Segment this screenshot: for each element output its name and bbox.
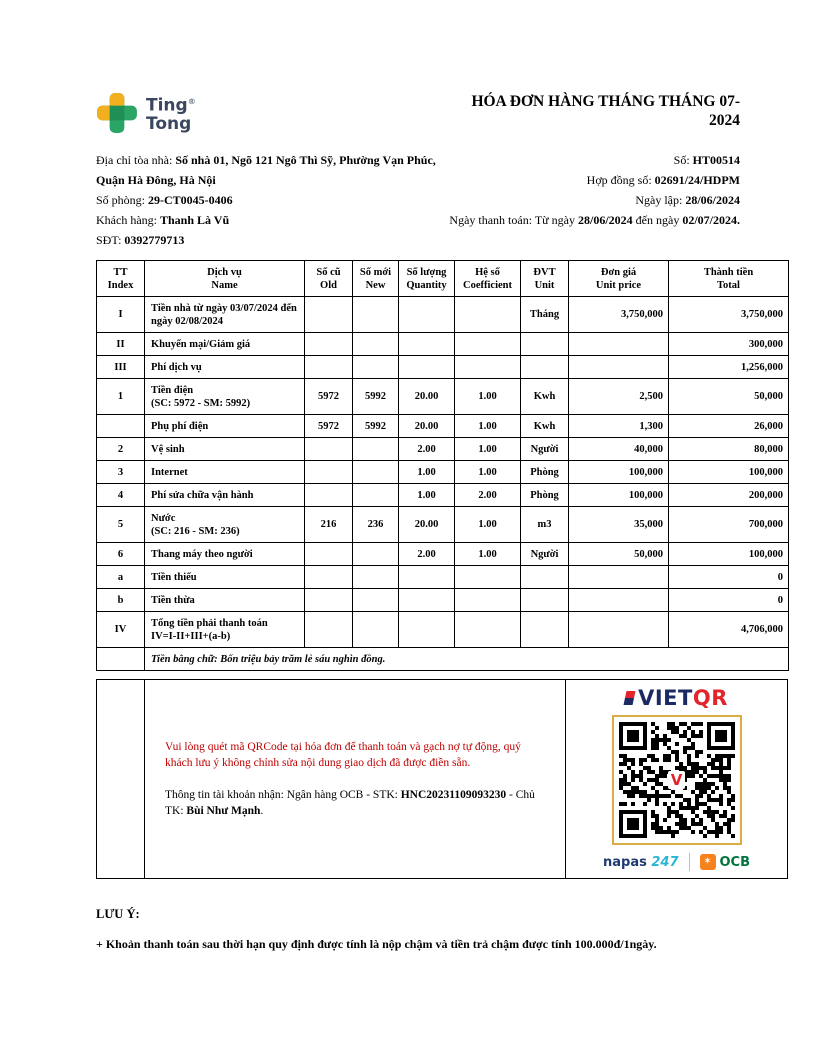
table-cell (521, 356, 569, 379)
table-row (97, 507, 789, 543)
table-cell: Phí sửa chữa vận hành (145, 484, 305, 507)
table-cell: 2.00 (399, 543, 455, 566)
payment-logos (603, 853, 750, 871)
table-row (97, 379, 789, 415)
table-cell: 40,000 (569, 438, 669, 461)
table-cell (305, 566, 353, 589)
text-segment: Số phòng: (96, 193, 149, 207)
table-cell: Phòng (521, 461, 569, 484)
table-cell: 80,000 (669, 438, 789, 461)
table-cell (353, 484, 399, 507)
table-cell: 3 (97, 461, 145, 484)
header (96, 92, 788, 134)
brand-name (146, 93, 196, 133)
table-cell: 2.00 (399, 438, 455, 461)
table-cell (353, 589, 399, 612)
table-cell: 100,000 (569, 484, 669, 507)
table-cell: 5 (97, 507, 145, 543)
table-cell: 1.00 (455, 461, 521, 484)
table-cell: m3 (521, 507, 569, 543)
table-cell: Tháng (521, 297, 569, 333)
text-segment: Số: (673, 153, 693, 167)
table-cell (97, 415, 145, 438)
table-cell (569, 356, 669, 379)
table-cell: Tiền điện (SC: 5972 - SM: 5992) (145, 379, 305, 415)
table-cell (399, 356, 455, 379)
table-cell: 20.00 (399, 507, 455, 543)
table-cell: 20.00 (399, 415, 455, 438)
table-cell (305, 297, 353, 333)
invoice-table (96, 260, 789, 671)
table-cell: 0 (669, 566, 789, 589)
account-info-line (165, 787, 539, 819)
table-cell: Phí dịch vụ (145, 356, 305, 379)
table-cell: 5972 (305, 415, 353, 438)
table-cell: Nước (SC: 216 - SM: 236) (145, 507, 305, 543)
qr-instruction-text: Vui lòng quét mã QRCode tại hóa đơn để thanh toán và gạch nợ tự động, quý khách lưu ý không chỉnh sửa nội dung giao dịch đã được điền sẵn. (165, 741, 521, 769)
column-header: Hệ số Coefficient (455, 261, 521, 297)
table-cell: 26,000 (669, 415, 789, 438)
table-cell: 100,000 (669, 543, 789, 566)
table-cell: 236 (353, 507, 399, 543)
qr-panel-left-spacer (97, 680, 145, 878)
text-segment: Ngày thanh toán: Từ ngày (449, 213, 578, 227)
table-cell: Vệ sinh (145, 438, 305, 461)
brand-line-1 (146, 93, 196, 115)
column-header: Dịch vụ Name (145, 261, 305, 297)
column-header: Thành tiền Total (669, 261, 789, 297)
table-cell (455, 356, 521, 379)
table-cell (305, 356, 353, 379)
table-cell (455, 566, 521, 589)
table-cell: 1.00 (455, 507, 521, 543)
table-cell: Khuyến mại/Giảm giá (145, 333, 305, 356)
table-row (97, 612, 789, 648)
meta-line (441, 210, 740, 230)
table-cell (353, 333, 399, 356)
table-cell: 3,750,000 (669, 297, 789, 333)
table-cell (569, 589, 669, 612)
table-cell (569, 612, 669, 648)
table-cell (399, 589, 455, 612)
text-segment: Bốn triệu bảy trăm lẻ sáu nghìn đồng. (220, 653, 386, 665)
table-cell: 4,706,000 (669, 612, 789, 648)
text-segment: . (260, 805, 264, 817)
table-cell (305, 543, 353, 566)
meta-line (441, 190, 740, 210)
text-segment: 29-CT0045-0406 (148, 193, 233, 207)
table-cell: 2,500 (569, 379, 669, 415)
text-segment: Thông tin tài khoản nhận: Ngân hàng OCB - STK: (165, 789, 401, 801)
table-cell: 1.00 (455, 438, 521, 461)
column-header: ĐVT Unit (521, 261, 569, 297)
vietqr-flag-icon (624, 691, 636, 705)
table-cell (521, 333, 569, 356)
table-cell (399, 297, 455, 333)
table-cell (353, 461, 399, 484)
table-row (97, 297, 789, 333)
meta-line (96, 150, 441, 190)
table-cell: 2.00 (455, 484, 521, 507)
table-cell: Người (521, 543, 569, 566)
table-cell: 1,300 (569, 415, 669, 438)
table-cell (455, 612, 521, 648)
table-cell (399, 566, 455, 589)
table-cell: Tiền nhà từ ngày 03/07/2024 đến ngày 02/08/2024 (145, 297, 305, 333)
column-header: Đơn giá Unit price (569, 261, 669, 297)
text-segment: - Chủ TK: (165, 789, 535, 817)
table-cell (521, 566, 569, 589)
ocb-text: OCB (719, 854, 751, 870)
vietqr-viet-text: VIET (638, 686, 693, 710)
ocb-logo (700, 854, 751, 870)
meta-section (96, 150, 788, 250)
qr-panel (96, 679, 788, 879)
table-cell: 3,750,000 (569, 297, 669, 333)
text-segment: HT00514 (692, 153, 740, 167)
table-cell (353, 438, 399, 461)
brand-bottom-text: Tong (146, 113, 192, 134)
vietqr-qr-text: QR (692, 686, 728, 710)
text-segment: Bùi Như Mạnh (186, 805, 261, 817)
text-segment: 02691/24/HDPM (654, 173, 740, 187)
table-cell (353, 543, 399, 566)
qr-panel-message (145, 680, 565, 878)
meta-right (441, 150, 788, 250)
table-cell: 50,000 (569, 543, 669, 566)
table-cell: II (97, 333, 145, 356)
table-cell: 4 (97, 484, 145, 507)
table-cell (569, 566, 669, 589)
table-cell (305, 612, 353, 648)
text-segment: SĐT: (96, 233, 125, 247)
table-row (97, 543, 789, 566)
table-cell: b (97, 589, 145, 612)
notes-heading: LƯU Ý: (96, 907, 140, 921)
qr-panel-right (565, 680, 787, 878)
brand-top-text: Ting (146, 95, 188, 116)
text-segment: 02/07/2024. (682, 213, 740, 227)
meta-line (441, 170, 740, 190)
table-cell (305, 333, 353, 356)
table-cell: IV (97, 612, 145, 648)
vietqr-logo (625, 687, 728, 709)
registered-mark: ® (187, 97, 196, 107)
table-row (97, 356, 789, 379)
table-cell: 200,000 (669, 484, 789, 507)
table-cell: Kwh (521, 415, 569, 438)
vietqr-center-mark-icon: V (614, 717, 740, 843)
table-header-row (97, 261, 789, 297)
table-cell (353, 566, 399, 589)
table-row (97, 484, 789, 507)
table-cell: 1.00 (399, 461, 455, 484)
table-cell: 1.00 (455, 415, 521, 438)
table-cell: Phòng (521, 484, 569, 507)
meta-line (441, 150, 740, 170)
late-payment-note: + Khoản thanh toán sau thời hạn quy định được tính là nộp chậm và tiền trả chậm được tính 100.000đ/1ngày. (96, 937, 657, 951)
table-cell (455, 333, 521, 356)
table-cell (353, 612, 399, 648)
table-cell: Tổng tiền phải thanh toán IV=I-II+III+(a-b) (145, 612, 305, 648)
table-cell: I (97, 297, 145, 333)
table-row (97, 415, 789, 438)
table-row (97, 333, 789, 356)
table-cell (305, 461, 353, 484)
table-cell (305, 438, 353, 461)
text-segment: 0392779713 (124, 233, 185, 247)
brand-line-2 (146, 115, 196, 133)
ocb-icon: ✶ (700, 854, 716, 870)
table-row (97, 438, 789, 461)
table-cell: 1 (97, 379, 145, 415)
table-cell (97, 648, 145, 671)
notes-section (96, 907, 788, 952)
text-segment: HNC20231109093230 (400, 789, 507, 801)
table-cell: 5972 (305, 379, 353, 415)
table-cell: 0 (669, 589, 789, 612)
table-cell: Phụ phí điện (145, 415, 305, 438)
column-header: TT Index (97, 261, 145, 297)
table-cell: 1,256,000 (669, 356, 789, 379)
text-segment: Khách hàng: (96, 213, 160, 227)
table-cell: 50,000 (669, 379, 789, 415)
text-segment: Số nhà 01, Ngõ 121 Ngô Thì Sỹ, Phường Vạn Phúc, Quận Hà Đông, Hà Nội (96, 153, 436, 187)
tingtong-logo-icon (96, 92, 138, 134)
table-cell (305, 589, 353, 612)
napas-247-text: 247 (651, 854, 679, 870)
table-cell: 700,000 (669, 507, 789, 543)
text-segment: 28/06/2024 (685, 193, 740, 207)
text-segment: Thanh Là Vũ (159, 213, 230, 227)
meta-left (96, 150, 441, 250)
meta-line (96, 230, 441, 250)
column-header: Số lượng Quantity (399, 261, 455, 297)
table-cell: Kwh (521, 379, 569, 415)
amount-in-words-row (97, 648, 789, 671)
amount-in-words-cell (145, 648, 789, 671)
table-cell: 100,000 (669, 461, 789, 484)
text-segment: Hợp đồng số: (586, 173, 655, 187)
table-cell: III (97, 356, 145, 379)
table-cell: 20.00 (399, 379, 455, 415)
invoice-table-body (97, 297, 789, 671)
table-cell: 5992 (353, 415, 399, 438)
table-cell: 6 (97, 543, 145, 566)
napas-logo (603, 855, 679, 870)
table-cell: 300,000 (669, 333, 789, 356)
table-cell (521, 612, 569, 648)
table-cell: Tiền thừa (145, 589, 305, 612)
column-header: Số cũ Old (305, 261, 353, 297)
table-cell: 35,000 (569, 507, 669, 543)
table-cell: 100,000 (569, 461, 669, 484)
table-cell (399, 612, 455, 648)
table-cell (353, 297, 399, 333)
qr-code (612, 715, 742, 845)
table-row (97, 589, 789, 612)
table-row (97, 461, 789, 484)
table-cell (353, 356, 399, 379)
table-cell: 216 (305, 507, 353, 543)
table-cell: Thang máy theo người (145, 543, 305, 566)
table-cell: Người (521, 438, 569, 461)
table-row (97, 566, 789, 589)
text-segment: Tiền bằng chữ: (151, 653, 221, 665)
napas-text: napas (602, 854, 647, 870)
table-cell (305, 484, 353, 507)
table-cell: 1.00 (455, 543, 521, 566)
text-segment: 28/06/2024 (578, 213, 633, 227)
column-header: Số mới New (353, 261, 399, 297)
table-cell (569, 333, 669, 356)
table-cell (521, 589, 569, 612)
table-cell: 2 (97, 438, 145, 461)
table-cell (455, 589, 521, 612)
table-cell: Tiền thiếu (145, 566, 305, 589)
meta-line (96, 190, 441, 210)
table-cell (399, 333, 455, 356)
meta-line (96, 210, 441, 230)
table-cell: a (97, 566, 145, 589)
page-title: HÓA ĐƠN HÀNG THÁNG THÁNG 07-2024 (471, 93, 740, 129)
text-segment: Địa chỉ tòa nhà: (96, 153, 176, 167)
table-cell: 1.00 (399, 484, 455, 507)
text-segment: đến ngày (632, 213, 683, 227)
table-cell: 1.00 (455, 379, 521, 415)
logos-divider (689, 853, 690, 871)
tingtong-logo (96, 92, 196, 134)
table-cell: 5992 (353, 379, 399, 415)
table-cell: Internet (145, 461, 305, 484)
table-cell (455, 297, 521, 333)
text-segment: Ngày lập: (635, 193, 686, 207)
